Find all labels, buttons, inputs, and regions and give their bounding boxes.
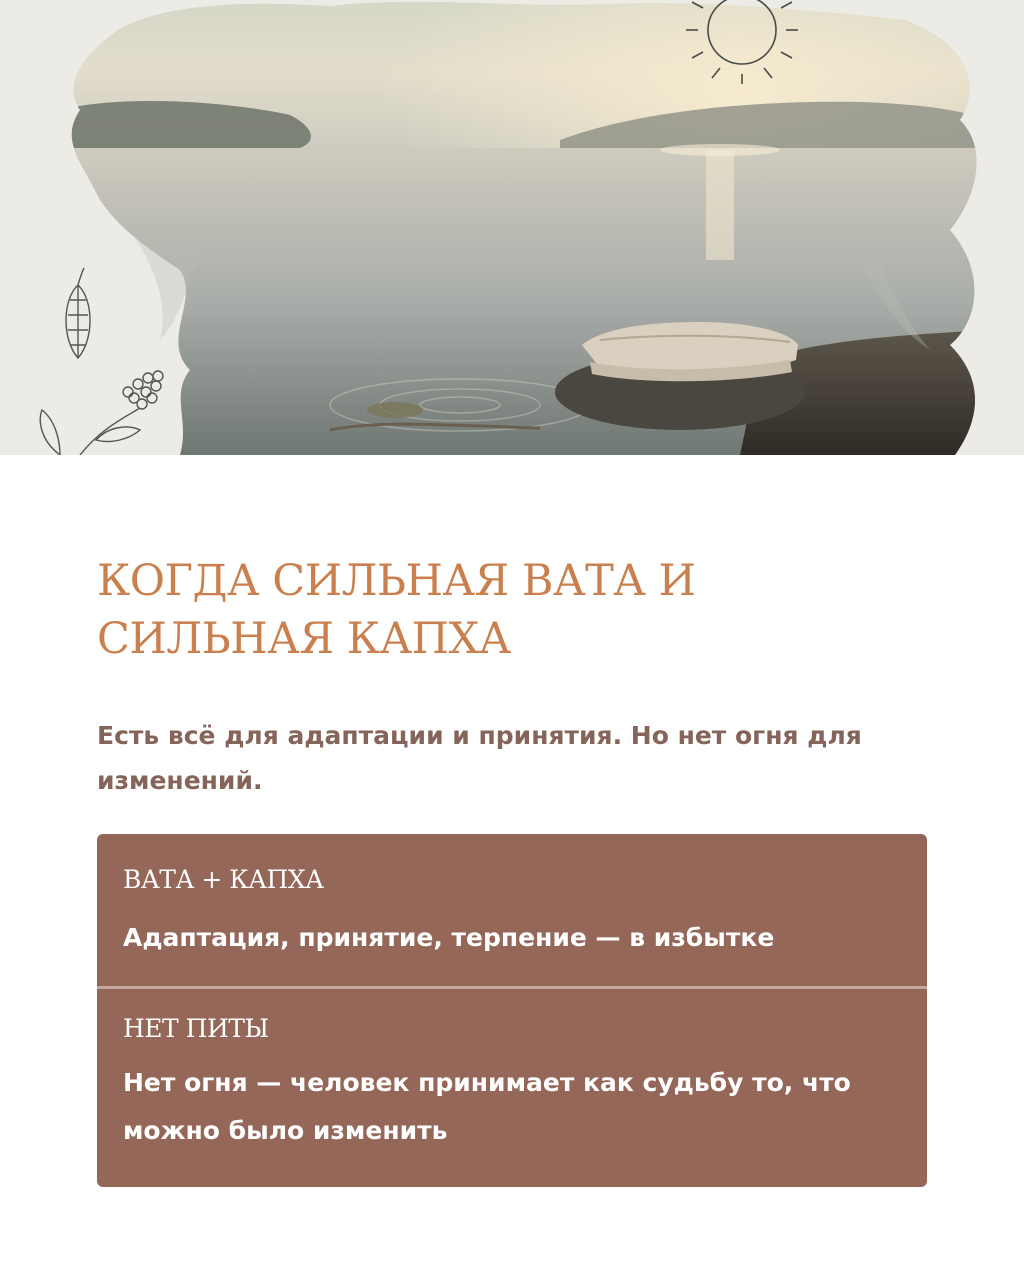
card-section-label: НЕТ ПИТЫ [123, 1014, 269, 1043]
card-section-no-pitta [97, 989, 927, 1187]
card-section-text: Нет огня — человек принимает как судьбу то, что можно было изменить [123, 1068, 851, 1145]
page-title: КОГДА СИЛЬНАЯ ВАТА И СИЛЬНАЯ КАПХА [97, 556, 696, 664]
intro-text: Есть всё для адаптации и принятия. Но нет огня для изменений. [97, 721, 862, 795]
info-card [97, 834, 927, 1187]
card-section-label: ВАТА + КАПХА [123, 865, 324, 894]
card-section-text: Адаптация, принятие, терпение — в избытке [123, 923, 775, 952]
hero-image [0, 0, 1024, 455]
card-section-vata-kapha [97, 834, 927, 986]
